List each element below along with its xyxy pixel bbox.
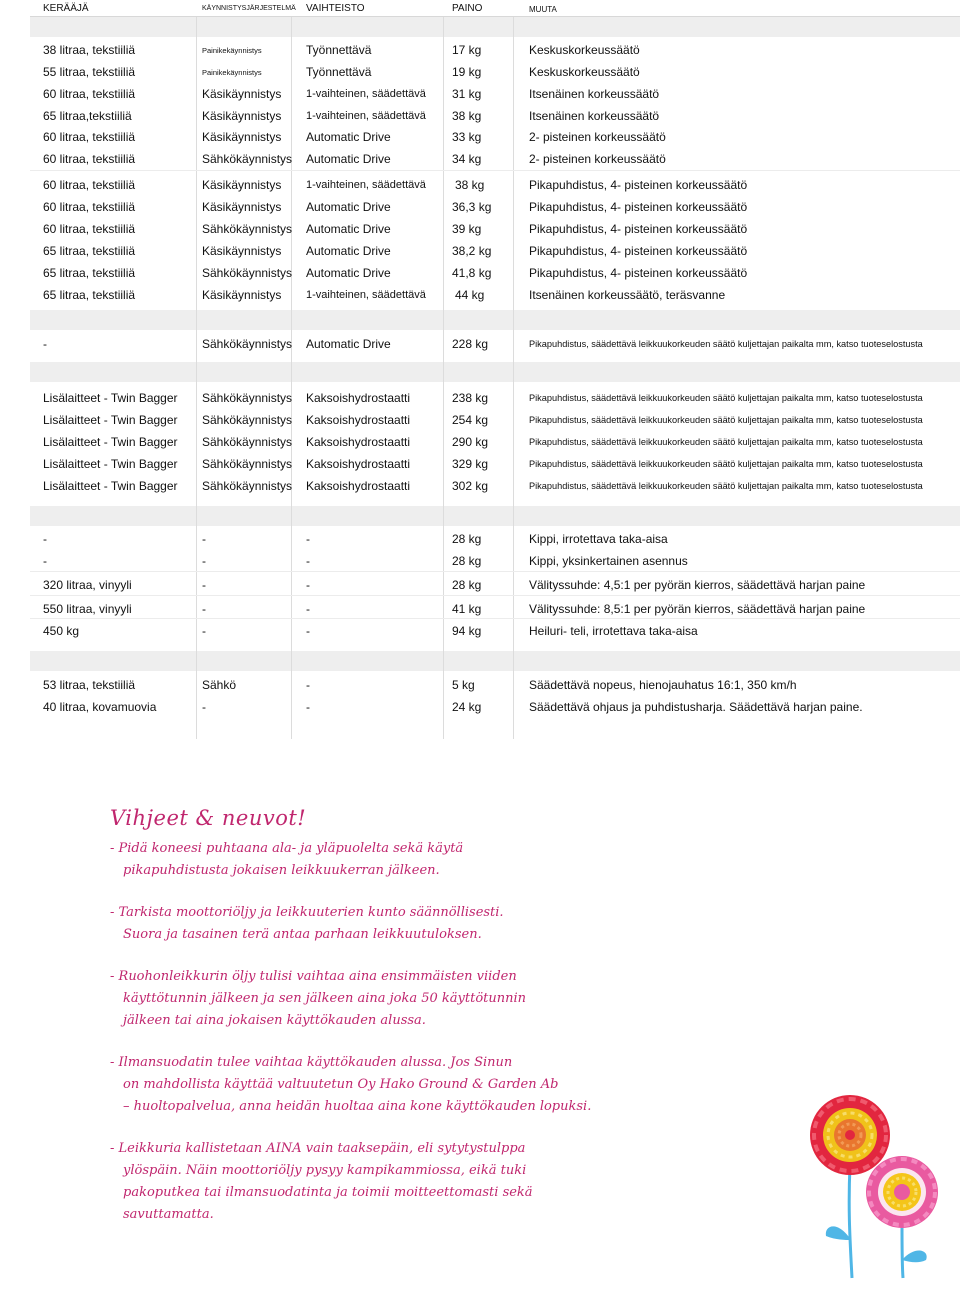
table-row xyxy=(0,475,960,495)
table-row xyxy=(0,148,960,168)
cell-vaihteisto: Kaksoishydrostaatti xyxy=(306,391,411,405)
flower-pink-icon xyxy=(866,1156,938,1278)
cell-vaihteisto: Työnnettävä xyxy=(306,43,372,57)
cell-vaihteisto: 1-vaihteinen, säädettävä xyxy=(306,179,426,191)
table-row xyxy=(0,431,960,451)
cell-kerääjä: 550 litraa, vinyyli xyxy=(43,602,132,616)
cell-paino: 39 kg xyxy=(452,222,482,236)
cell-paino: 238 kg xyxy=(452,391,489,405)
cell-vaihteisto: Työnnettävä xyxy=(306,65,372,79)
cell-muuta: 2- pisteinen korkeussäätö xyxy=(529,130,666,144)
row-divider xyxy=(30,618,960,619)
table-row xyxy=(0,674,960,694)
table-row xyxy=(0,240,960,260)
tip-line: ylöspäin. Näin moottoriöljy pysyy kampikammiossa, eikä tuki xyxy=(123,1163,527,1178)
table-row xyxy=(0,409,960,429)
cell-vaihteisto: Automatic Drive xyxy=(306,200,391,214)
tips-title: Vihjeet & neuvot! xyxy=(110,806,307,830)
cell-kerääjä: 65 litraa, tekstiiliä xyxy=(43,266,136,280)
cell-kerääjä: 38 litraa, tekstiiliä xyxy=(43,43,136,57)
cell-kerääjä: 60 litraa, tekstiiliä xyxy=(43,87,136,101)
table-row xyxy=(0,174,960,194)
cell-paino: 329 kg xyxy=(452,457,489,471)
tip-item xyxy=(110,902,670,946)
cell-muuta: Pikapuhdistus, 4- pisteinen korkeussäätö xyxy=(529,178,748,192)
tip-line: on mahdollista käyttää valtuutetun Oy Hako Ground & Garden Ab xyxy=(123,1077,559,1092)
cell-paino: 36,3 kg xyxy=(452,200,492,214)
cell-muuta: Pikapuhdistus, 4- pisteinen korkeussäätö xyxy=(529,200,748,214)
tip-line: käyttötunnin jälkeen ja sen jälkeen aina joka 50 käyttötunnin xyxy=(123,991,527,1006)
cell-paino: 38 kg xyxy=(455,178,485,192)
cell-vaihteisto: Automatic Drive xyxy=(306,152,391,166)
cell-vaihteisto: Kaksoishydrostaatti xyxy=(306,413,411,427)
section-band xyxy=(30,310,960,330)
table-row xyxy=(0,262,960,282)
cell-paino: 94 kg xyxy=(452,624,482,638)
table-row xyxy=(0,598,960,618)
tip-item xyxy=(110,966,670,1032)
tip-line: - Ilmansuodatin tulee vaihtaa käyttökauden alussa. Jos Sinun xyxy=(110,1055,513,1070)
cell-kerääjä: 65 litraa, tekstiiliä xyxy=(43,244,136,258)
header-käynnistysjärjestelmä: KÄYNNISTYSJÄRJESTELMÄ xyxy=(202,5,296,12)
cell-paino: 33 kg xyxy=(452,130,482,144)
header-vaihteisto: VAIHTEISTO xyxy=(306,3,365,14)
cell-kerääjä: Lisälaitteet - Twin Bagger xyxy=(43,479,178,493)
section-band xyxy=(30,506,960,526)
cell-kerääjä: Lisälaitteet - Twin Bagger xyxy=(43,435,178,449)
cell-muuta: Keskuskorkeussäätö xyxy=(529,43,640,57)
tip-line: pakoputkea tai ilmansuodatinta ja toimii moitteettomasti sekä xyxy=(123,1185,533,1200)
tip-item xyxy=(110,1052,670,1118)
cell-vaihteisto: - xyxy=(306,602,310,616)
cell-paino: 24 kg xyxy=(452,700,482,714)
tip-item xyxy=(110,1138,670,1226)
tip-line: savuttamatta. xyxy=(123,1207,214,1222)
cell-käynnistys: Käsikäynnistys xyxy=(202,244,282,258)
cell-muuta: Pikapuhdistus, 4- pisteinen korkeussäätö xyxy=(529,266,748,280)
cell-käynnistys: Sähkökäynnistys xyxy=(202,337,293,351)
cell-käynnistys: Sähkökäynnistys xyxy=(202,152,293,166)
cell-käynnistys: - xyxy=(202,554,206,568)
cell-paino: 28 kg xyxy=(452,578,482,592)
cell-vaihteisto: Kaksoishydrostaatti xyxy=(306,435,411,449)
cell-käynnistys: Sähkö xyxy=(202,678,237,692)
tip-line: jälkeen tai aina jokaisen käyttökauden alussa. xyxy=(123,1013,426,1028)
cell-kerääjä: 60 litraa, tekstiiliä xyxy=(43,130,136,144)
cell-muuta: Säädettävä nopeus, hienojauhatus 16:1, 350 km/h xyxy=(529,678,797,692)
cell-muuta: Kippi, irrotettava taka-aisa xyxy=(529,532,668,546)
cell-paino: 19 kg xyxy=(452,65,482,79)
table-row xyxy=(0,550,960,570)
cell-vaihteisto: Automatic Drive xyxy=(306,266,391,280)
cell-kerääjä: 60 litraa, tekstiiliä xyxy=(43,222,136,236)
table-row xyxy=(0,696,960,716)
cell-paino: 228 kg xyxy=(452,337,489,351)
cell-paino: 28 kg xyxy=(452,554,482,568)
cell-paino: 254 kg xyxy=(452,413,489,427)
cell-vaihteisto: - xyxy=(306,578,310,592)
table-row xyxy=(0,453,960,473)
cell-paino: 17 kg xyxy=(452,43,482,57)
cell-muuta: Pikapuhdistus, säädettävä leikkuukorkeuden säätö kuljettajan paikalta mm, katso tuoteselostusta xyxy=(529,437,923,447)
cell-kerääjä: 55 litraa, tekstiiliä xyxy=(43,65,136,79)
cell-vaihteisto: Automatic Drive xyxy=(306,222,391,236)
table-row xyxy=(0,218,960,238)
cell-vaihteisto: 1-vaihteinen, säädettävä xyxy=(306,289,426,301)
cell-kerääjä: - xyxy=(43,554,47,568)
header-paino: PAINO xyxy=(452,3,483,14)
cell-muuta: Välityssuhde: 4,5:1 per pyörän kierros, säädettävä harjan paine xyxy=(529,578,866,592)
cell-paino: 41,8 kg xyxy=(452,266,492,280)
cell-paino: 290 kg xyxy=(452,435,489,449)
table-row xyxy=(0,83,960,103)
section-band xyxy=(30,17,960,37)
tips-section xyxy=(110,806,670,1246)
cell-kerääjä: - xyxy=(43,532,47,546)
cell-käynnistys: Sähkökäynnistys xyxy=(202,479,293,493)
tip-line: - Leikkuria kallistetaan AINA vain taaksepäin, eli sytytystulppa xyxy=(110,1141,526,1156)
cell-muuta: Itsenäinen korkeussäätö xyxy=(529,109,660,123)
cell-kerääjä: 65 litraa,tekstiiliä xyxy=(43,109,132,123)
cell-vaihteisto: Kaksoishydrostaatti xyxy=(306,479,411,493)
cell-käynnistys: - xyxy=(202,602,206,616)
header-kerääjä: KERÄÄJÄ xyxy=(43,3,89,14)
cell-kerääjä: Lisälaitteet - Twin Bagger xyxy=(43,457,178,471)
cell-käynnistys: Sähkökäynnistys xyxy=(202,435,293,449)
cell-muuta: Itsenäinen korkeussäätö xyxy=(529,87,660,101)
cell-paino: 28 kg xyxy=(452,532,482,546)
section-band xyxy=(30,651,960,671)
cell-paino: 41 kg xyxy=(452,602,482,616)
cell-muuta: Pikapuhdistus, säädettävä leikkuukorkeuden säätö kuljettajan paikalta mm, katso tuoteselostusta xyxy=(529,415,923,425)
cell-käynnistys: Käsikäynnistys xyxy=(202,87,282,101)
cell-vaihteisto: Automatic Drive xyxy=(306,130,391,144)
table-row xyxy=(0,620,960,640)
table-row xyxy=(0,61,960,81)
cell-vaihteisto: - xyxy=(306,678,310,692)
cell-muuta: Pikapuhdistus, säädettävä leikkuukorkeuden säätö kuljettajan paikalta mm, katso tuoteselostusta xyxy=(529,481,923,491)
cell-muuta: Välityssuhde: 8,5:1 per pyörän kierros, säädettävä harjan paine xyxy=(529,602,866,616)
flowers-decoration xyxy=(790,1040,960,1280)
table-row xyxy=(0,105,960,125)
cell-kerääjä: 53 litraa, tekstiiliä xyxy=(43,678,136,692)
cell-käynnistys: Käsikäynnistys xyxy=(202,200,282,214)
cell-muuta: Keskuskorkeussäätö xyxy=(529,65,640,79)
cell-muuta: Heiluri- teli, irrotettava taka-aisa xyxy=(529,624,698,638)
tip-line: - Tarkista moottoriöljy ja leikkuuterien kunto säännöllisesti. xyxy=(110,905,504,920)
cell-vaihteisto: - xyxy=(306,700,310,714)
table-row xyxy=(0,333,960,353)
header-muuta: MUUTA xyxy=(529,5,557,14)
cell-muuta: Pikapuhdistus, säädettävä leikkuukorkeuden säätö kuljettajan paikalta mm, katso tuoteselostusta xyxy=(529,393,923,403)
cell-muuta: 2- pisteinen korkeussäätö xyxy=(529,152,666,166)
cell-käynnistys: Käsikäynnistys xyxy=(202,109,282,123)
tip-line: - Pidä koneesi puhtaana ala- ja yläpuolelta sekä käytä xyxy=(110,841,464,856)
cell-käynnistys: Sähkökäynnistys xyxy=(202,222,293,236)
cell-käynnistys: Käsikäynnistys xyxy=(202,288,282,302)
table-row xyxy=(0,126,960,146)
table-row xyxy=(0,387,960,407)
row-divider xyxy=(30,571,960,572)
cell-vaihteisto: Automatic Drive xyxy=(306,244,391,258)
cell-kerääjä: - xyxy=(43,337,47,351)
cell-kerääjä: 65 litraa, tekstiiliä xyxy=(43,288,136,302)
row-divider xyxy=(30,170,960,171)
table-row xyxy=(0,284,960,304)
tip-line: - Ruohonleikkurin öljy tulisi vaihtaa aina ensimmäisten viiden xyxy=(110,969,517,984)
cell-käynnistys: - xyxy=(202,578,206,592)
cell-vaihteisto: - xyxy=(306,624,310,638)
cell-käynnistys: Sähkökäynnistys xyxy=(202,266,293,280)
cell-muuta: Pikapuhdistus, säädettävä leikkuukorkeuden säätö kuljettajan paikalta mm, katso tuoteselostusta xyxy=(529,339,923,349)
cell-kerääjä: 60 litraa, tekstiiliä xyxy=(43,152,136,166)
cell-muuta: Säädettävä ohjaus ja puhdistusharja. Säädettävä harjan paine. xyxy=(529,700,863,714)
cell-kerääjä: 320 litraa, vinyyli xyxy=(43,578,132,592)
cell-vaihteisto: Kaksoishydrostaatti xyxy=(306,457,411,471)
cell-käynnistys: Käsikäynnistys xyxy=(202,178,282,192)
cell-paino: 302 kg xyxy=(452,479,489,493)
tip-line: Suora ja tasainen terä antaa parhaan leikkuutuloksen. xyxy=(123,927,482,942)
cell-käynnistys: Sähkökäynnistys xyxy=(202,457,293,471)
cell-käynnistys: - xyxy=(202,700,206,714)
cell-vaihteisto: 1-vaihteinen, säädettävä xyxy=(306,110,426,122)
cell-kerääjä: Lisälaitteet - Twin Bagger xyxy=(43,413,178,427)
cell-muuta: Pikapuhdistus, säädettävä leikkuukorkeuden säätö kuljettajan paikalta mm, katso tuoteselostusta xyxy=(529,459,923,469)
table-row xyxy=(0,39,960,59)
cell-vaihteisto: Automatic Drive xyxy=(306,337,391,351)
cell-käynnistys: Painikekäynnistys xyxy=(202,46,262,55)
cell-käynnistys: Painikekäynnistys xyxy=(202,68,262,77)
cell-käynnistys: - xyxy=(202,624,206,638)
cell-käynnistys: Sähkökäynnistys xyxy=(202,413,293,427)
cell-muuta: Pikapuhdistus, 4- pisteinen korkeussäätö xyxy=(529,244,748,258)
cell-vaihteisto: - xyxy=(306,554,310,568)
cell-paino: 31 kg xyxy=(452,87,482,101)
tip-item xyxy=(110,838,670,882)
table-header xyxy=(0,0,960,17)
cell-kerääjä: 40 litraa, kovamuovia xyxy=(43,700,157,714)
cell-paino: 34 kg xyxy=(452,152,482,166)
cell-käynnistys: Käsikäynnistys xyxy=(202,130,282,144)
cell-paino: 38 kg xyxy=(452,109,482,123)
table-row xyxy=(0,574,960,594)
cell-kerääjä: 60 litraa, tekstiiliä xyxy=(43,178,136,192)
cell-muuta: Itsenäinen korkeussäätö, teräsvanne xyxy=(529,288,726,302)
row-divider xyxy=(30,595,960,596)
section-band xyxy=(30,362,960,382)
cell-kerääjä: Lisälaitteet - Twin Bagger xyxy=(43,391,178,405)
cell-paino: 5 kg xyxy=(452,678,475,692)
tip-line: – huoltopalvelua, anna heidän huoltaa aina kone käyttökauden lopuksi. xyxy=(123,1099,592,1114)
cell-käynnistys: - xyxy=(202,532,206,546)
tip-line: pikapuhdistusta jokaisen leikkuukerran jälkeen. xyxy=(123,863,440,878)
cell-kerääjä: 450 kg xyxy=(43,624,80,638)
cell-paino: 44 kg xyxy=(455,288,485,302)
cell-muuta: Kippi, yksinkertainen asennus xyxy=(529,554,688,568)
cell-paino: 38,2 kg xyxy=(452,244,492,258)
cell-käynnistys: Sähkökäynnistys xyxy=(202,391,293,405)
cell-vaihteisto: 1-vaihteinen, säädettävä xyxy=(306,88,426,100)
cell-vaihteisto: - xyxy=(306,532,310,546)
table-row xyxy=(0,528,960,548)
cell-kerääjä: 60 litraa, tekstiiliä xyxy=(43,200,136,214)
cell-muuta: Pikapuhdistus, 4- pisteinen korkeussäätö xyxy=(529,222,748,236)
table-row xyxy=(0,196,960,216)
